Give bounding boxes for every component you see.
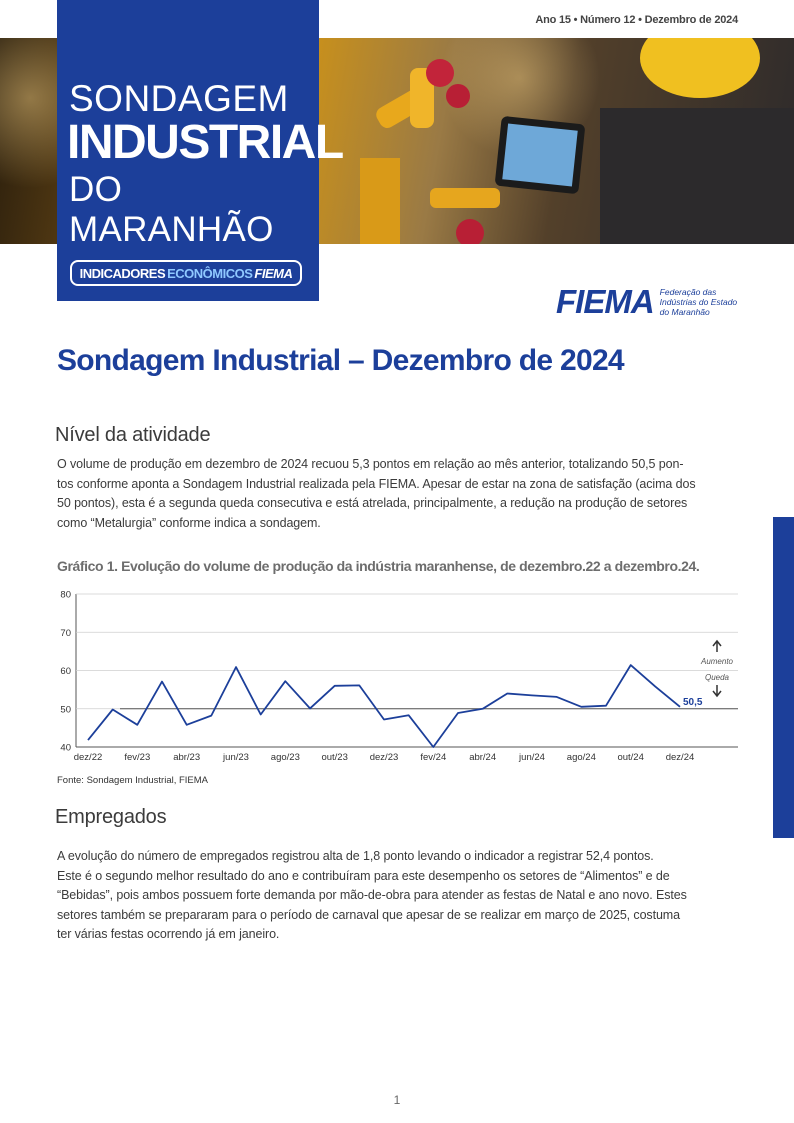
x-tick-label: jun/23 xyxy=(223,752,249,763)
x-tick-label: abr/23 xyxy=(173,752,201,763)
fiema-tagline-line2: Indústrias do Estado xyxy=(659,297,738,307)
x-tick-label: ago/23 xyxy=(270,752,300,763)
activity-paragraph xyxy=(57,455,737,533)
x-tick-label: abr/24 xyxy=(469,752,497,763)
activity-line2: tos conforme aponta a Sondagem Industrial realizada pela FIEMA. Apesar de estar na zona de satisfação (acima dos xyxy=(57,476,696,491)
annotation-down: Queda xyxy=(704,673,730,682)
employment-line2: Este é o segundo melhor resultado do ano e contribuíram para este desempenho os setores de “Alimentos” e de xyxy=(57,868,670,883)
cover-title-line2: INDUSTRIAL xyxy=(67,116,343,169)
badge-part3: FIEMA xyxy=(254,265,293,281)
section-heading-employment: Empregados xyxy=(55,806,167,828)
production-volume-chart xyxy=(40,585,750,770)
fiema-tagline-line1: Federação das xyxy=(659,287,717,297)
y-tick-label: 80 xyxy=(60,589,71,601)
activity-line1: O volume de produção em dezembro de 2024 recuou 5,3 pontos em relação ao mês anterior, totalizando 50,5 pon- xyxy=(57,457,684,471)
x-tick-label: dez/23 xyxy=(369,752,399,763)
badge-part2: ECONÔMICOS xyxy=(167,265,253,281)
x-tick-label: jun/24 xyxy=(519,752,545,763)
page-number: 1 xyxy=(393,1093,401,1107)
x-tick-label: ago/24 xyxy=(566,752,596,763)
employment-line4: setores também se prepararam para o período de carnaval que apesar de se realizar em março de 2025, costuma xyxy=(57,907,680,922)
chart-caption: Gráfico 1. Evolução do volume de produção da indústria maranhense, de dezembro.22 a dezembro.24. xyxy=(57,558,700,574)
fiema-logo xyxy=(556,283,740,321)
series-line xyxy=(88,665,680,747)
x-tick-label: dez/22 xyxy=(73,752,103,763)
cover-title-panel xyxy=(57,0,343,301)
y-tick-label: 40 xyxy=(60,742,71,754)
badge-part1: INDICADORES xyxy=(79,265,166,281)
fiema-wordmark: FIEMA xyxy=(556,283,654,320)
side-accent-bar xyxy=(773,517,794,838)
fiema-tagline xyxy=(660,287,740,317)
activity-line3: 50 pontos), esta é a segunda queda consecutiva e está atrelada, principalmente, a redução na produção de setores xyxy=(57,496,688,511)
activity-line4: como “Metalurgia” conforme indica a sondagem. xyxy=(57,515,321,530)
x-tick-label: fev/23 xyxy=(124,752,151,763)
employment-line5: ter várias festas ocorrendo já em janeiro. xyxy=(57,927,280,942)
indicadores-badge xyxy=(70,260,302,286)
y-tick-label: 60 xyxy=(60,666,71,677)
y-tick-label: 50 xyxy=(60,704,71,716)
x-tick-label: out/23 xyxy=(321,752,348,763)
y-tick-label: 70 xyxy=(60,627,71,639)
issue-line: Ano 15 • Número 12 • Dezembro de 2024 xyxy=(535,14,738,26)
last-value-label: 50,5 xyxy=(683,696,703,708)
employment-paragraph xyxy=(57,847,737,945)
page-title: Sondagem Industrial – Dezembro de 2024 xyxy=(57,344,624,377)
x-tick-label: dez/24 xyxy=(665,752,695,763)
arrow-down-icon xyxy=(713,685,721,696)
cover-title-line3: DO MARANHÃO xyxy=(69,170,274,249)
arrow-up-icon xyxy=(713,641,721,652)
section-heading-activity: Nível da atividade xyxy=(55,424,211,446)
chart-source: Fonte: Sondagem Industrial, FIEMA xyxy=(57,775,209,786)
employment-line1: A evolução do número de empregados registrou alta de 1,8 ponto levando o indicador a registrar 52,4 pontos. xyxy=(57,849,654,863)
fiema-tagline-line3: do Maranhão xyxy=(659,307,710,317)
x-tick-label: fev/24 xyxy=(420,752,447,763)
employment-line3: “Bebidas”, pois ambos possuem forte demanda por mão-de-obra para atender as festas de Natal e ano novo. Estes xyxy=(57,888,687,903)
annotation-up: Aumento xyxy=(700,657,734,666)
x-tick-label: out/24 xyxy=(617,752,644,763)
cover-title-line1: SONDAGEM xyxy=(69,78,289,119)
